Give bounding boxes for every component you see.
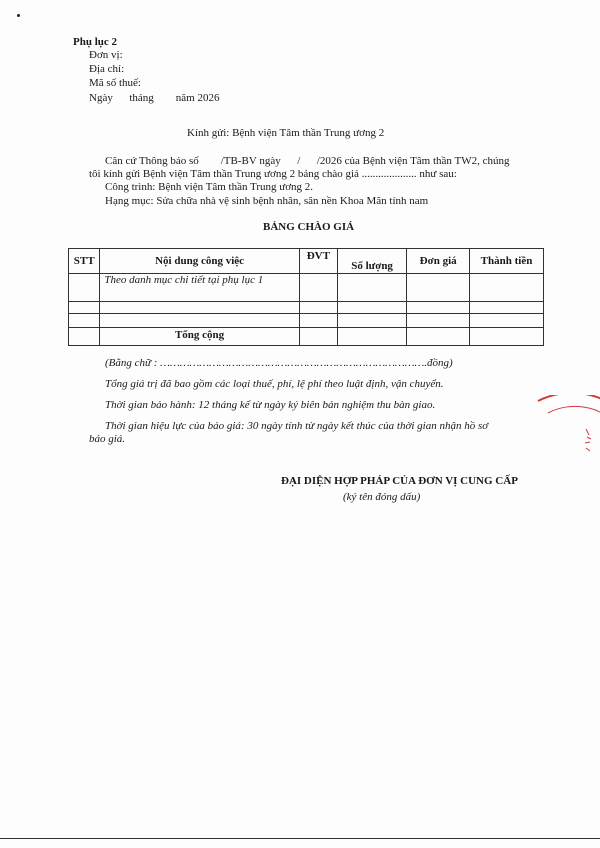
cell-unit-price [407,314,470,328]
cell-quantity [337,274,406,302]
table-row [69,302,544,314]
cell-quantity [337,328,406,346]
basis-line-2: tôi kính gửi Bệnh viện Tâm thần Trung ương 2 bảng chào giá .................... như sau: [89,168,457,180]
cell-quantity [337,302,406,314]
validity-note-line-2: báo giá. [89,433,126,445]
stamp-inner-arc [548,406,600,481]
table-row [69,274,544,302]
cell-unit [299,302,337,314]
taxes-note: Tổng giá trị đã bao gồm các loại thuế, phí, lệ phí theo luật định, vận chuyển. [105,378,444,390]
col-header-amount: Thành tiền [470,249,544,274]
scan-speck [17,14,20,17]
warranty-note: Thời gian bảo hành: 12 tháng kể từ ngày ký biên bản nghiệm thu bàn giao. [105,399,436,411]
basis-line-1: Căn cứ Thông báo số /TB-BV ngày / /2026 của Bệnh viện Tâm thần TW2, chúng [105,155,510,167]
cell-stt [69,274,100,302]
total-row [69,328,544,346]
item-line: Hạng mục: Sửa chữa nhà vệ sinh bệnh nhân, sân nền Khoa Mãn tính nam [105,195,429,207]
col-header-unit-price: Đơn giá [407,249,470,274]
col-header-unit: ĐVT [299,249,337,274]
table-header-row [69,249,544,274]
stamp-outer-arc [538,395,600,491]
cell-unit [299,328,337,346]
recipient-line: Kính gửi: Bệnh viện Tâm thần Trung ương 2 [187,127,385,139]
validity-note-line-1: Thời gian hiệu lực của báo giá: 30 ngày tính từ ngày kết thúc của thời gian nhận hồ sơ [105,420,489,432]
cell-amount [470,302,544,314]
red-stamp-partial [528,395,600,505]
cell-stt [69,314,100,328]
unit-field: Đơn vị: [89,49,123,61]
stamp-mark [585,429,591,451]
project-line: Công trình: Bệnh viện Tâm thần Trung ương 2. [105,181,314,193]
appendix-label: Phụ lục 2 [73,36,118,48]
quote-table [68,248,544,346]
cell-content: Theo danh mục chi tiết tại phụ lục 1 [100,274,299,302]
cell-amount [470,274,544,302]
cell-stt [69,302,100,314]
col-header-stt: STT [69,249,100,274]
cell-content [100,314,299,328]
bottom-rule [0,838,600,839]
cell-stt [69,328,100,346]
cell-unit [299,274,337,302]
table-row [69,314,544,328]
col-header-content: Nội dung công việc [100,249,299,274]
col-header-quantity: Số lượng [337,249,406,274]
date-line: Ngày tháng năm 2026 [89,92,220,104]
cell-quantity [337,314,406,328]
cell-unit-price [407,274,470,302]
table-title: BẢNG CHÀO GIÁ [263,221,355,233]
cell-unit [299,314,337,328]
cell-content [100,302,299,314]
cell-amount [470,314,544,328]
signature-note: (ký tên đóng dấu) [343,491,421,503]
amount-in-words: (Bằng chữ : ……………………………………………………………………….đồng) [105,357,453,369]
cell-amount [470,328,544,346]
address-field: Địa chỉ: [89,63,125,75]
cell-unit-price [407,302,470,314]
signature-title: ĐẠI DIỆN HỢP PHÁP CỦA ĐƠN VỊ CUNG CẤP [281,475,518,487]
total-label: Tổng cộng [100,328,299,346]
tax-code-field: Mã số thuế: [89,77,141,89]
cell-unit-price [407,328,470,346]
